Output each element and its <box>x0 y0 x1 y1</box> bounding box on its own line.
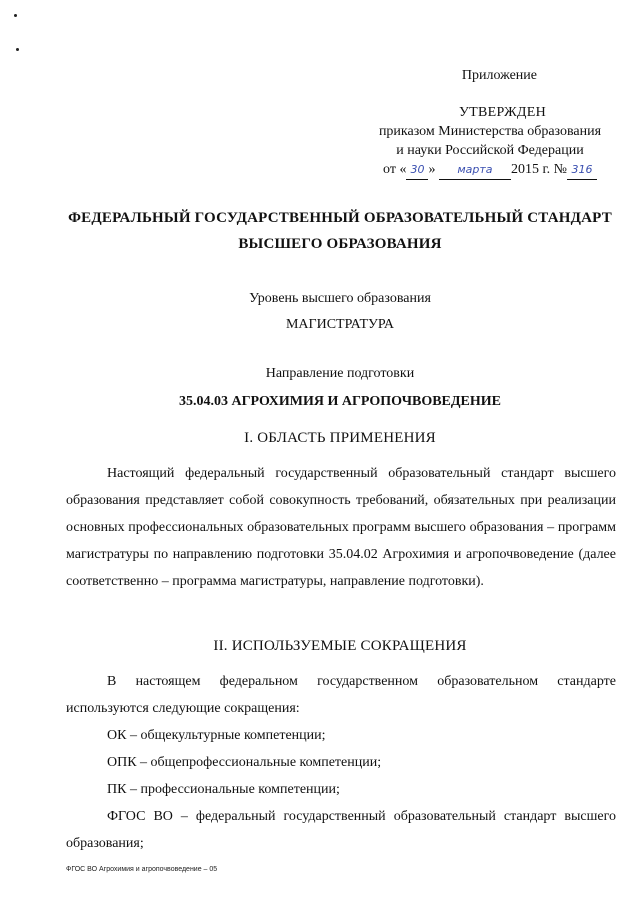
title-line-1: ФЕДЕРАЛЬНЫЙ ГОСУДАРСТВЕННЫЙ ОБРАЗОВАТЕЛЬНЫЙ СТАНДАРТ <box>68 210 612 226</box>
scan-artifact <box>14 14 17 17</box>
page-footer: ФГОС ВО Агрохимия и агропочвоведение – 05 <box>66 866 218 873</box>
level-value: МАГИСТРАТУРА <box>285 317 395 332</box>
approved-by-order: приказом Министерства образования <box>378 124 602 139</box>
education-level <box>40 286 640 338</box>
appendix-label: Приложение <box>461 68 537 83</box>
scan-artifact <box>16 48 19 51</box>
approval-block <box>360 66 620 180</box>
document-title <box>40 205 640 257</box>
order-number: 316 <box>567 160 597 180</box>
approved-label: УТВЕРЖДЕН <box>458 105 547 120</box>
date-mid: » <box>428 162 436 177</box>
date-prefix: от « <box>383 162 407 177</box>
date-day: 30 <box>406 160 428 180</box>
section-2-heading: II. ИСПОЛЬЗУЕМЫЕ СОКРАЩЕНИЯ <box>213 638 467 654</box>
abbreviation-item: ОК – общекультурные компетенции; <box>107 728 326 743</box>
section-1-paragraph: Настоящий федеральный государственный образовательный стандарт высшего образования представляет собой совокупность требований, обязательных при реализации основных профессиональных образовательных программ высшего образования – программ магистратуры по направлению подготовки 35.04.02 Агрохимия и агропочвоведение (далее соответственно – программа магистратуры, направление подготовки). <box>66 466 616 589</box>
abbreviation-item: ФГОС ВО – федеральный государственный образовательный стандарт высшего образования; <box>66 809 616 851</box>
date-year: 2015 г. № <box>510 162 567 177</box>
section-2-intro: В настоящем федеральном государственном образовательном стандарте используются следующие сокращения: <box>66 674 616 716</box>
approved-ministry: и науки Российской Федерации <box>396 143 584 158</box>
title-line-2: ВЫСШЕГО ОБРАЗОВАНИЯ <box>238 236 442 252</box>
abbreviation-item: ОПК – общепрофессиональные компетенции; <box>107 755 382 770</box>
level-label: Уровень высшего образования <box>249 291 431 306</box>
direction-value: 35.04.03 АГРОХИМИЯ И АГРОПОЧВОВЕДЕНИЕ <box>179 394 501 409</box>
section-1-heading: I. ОБЛАСТЬ ПРИМЕНЕНИЯ <box>244 430 436 446</box>
order-date-line <box>360 160 620 180</box>
direction-label: Направление подготовки <box>265 366 415 381</box>
date-month: марта <box>439 160 511 180</box>
abbreviation-item: ПК – профессиональные компетенции; <box>107 782 340 797</box>
training-direction <box>40 360 640 416</box>
